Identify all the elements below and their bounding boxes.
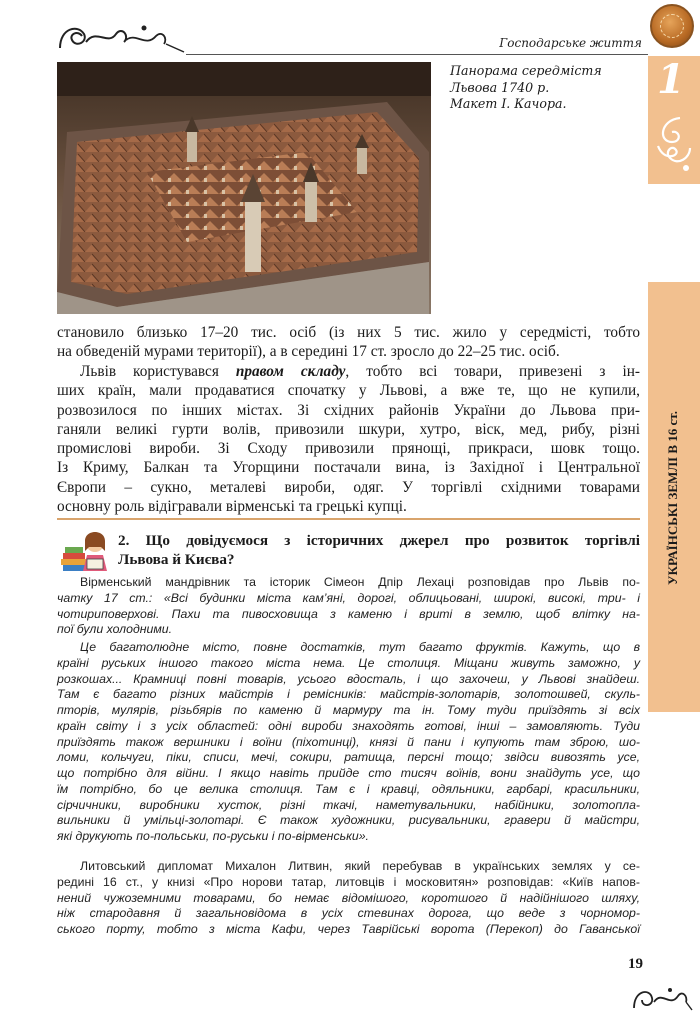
text-line: Литовський дипломат Михалон Литвин, який перебував в українських землях у се- <box>80 859 640 873</box>
reading-student-icon <box>59 525 111 575</box>
text-line: країні руських іншого такого міста нема. Це столиця. Міщани живуть заможно, у <box>57 655 640 670</box>
text-line: пторів, мулярів, різьбярів по каменю й мармуру та ін. Тому туди приїздять зі всіх <box>57 703 640 717</box>
text-line: Із Криму, Балкан та Угорщини постачали вина, із Західної і Центральної <box>57 459 640 477</box>
caption-line: Львова 1740 р. <box>450 79 550 95</box>
text-line: розкошах... Крамниці повні товарів, усього вдосталь, і що захочеш, у Львові знайдеш. <box>57 671 640 686</box>
text-line: нений чужоземними товарами, бо немає відомішого, коротшого й надійнішого шляху, <box>57 890 640 905</box>
source-lytvyn <box>57 859 640 938</box>
paragraph-population <box>57 323 640 362</box>
figure-caption <box>450 63 640 113</box>
term-right-of-staple: правом складу <box>235 363 346 380</box>
text-line: чотириповерхові. Пахи та пивосховища з каменю і вриті в землю, щоб влітку на- <box>57 606 640 621</box>
question-heading <box>118 531 640 569</box>
text-line: що потрібно для війни. І якщо навіть прийде сто тисяч воїнів, вони знайдуть усе, що <box>57 766 640 780</box>
text-line: Львів користувався правом складу, тобто всі товари, привезені з ін- <box>80 363 640 380</box>
text-line: основну роль відігравали вірменські та грецькі купці. <box>57 498 407 516</box>
footer-ornament-icon <box>630 982 694 1014</box>
caption-line: Панорама середмістя <box>450 63 602 78</box>
text-line: ломи, кольчуги, піки, списи, мечі, сокири, ратища, персні тощо; звідси вивозять усе, <box>57 750 640 765</box>
header-ornament-icon <box>56 18 186 54</box>
text-line: чатку 17 ст.: «Всі будинки міста кам’яні, дорогі, облицьовані, широкі, високі, три- і <box>57 590 640 605</box>
text-line: Там є багато різних майстрів і ремісників: майстрів-золотарів, золотошвей, скуль- <box>57 687 640 702</box>
city-model-illustration <box>57 62 431 314</box>
text-line: на обведеній мурами території), а в середині 17 ст. зросло до 22–25 тис. осіб. <box>57 343 560 361</box>
text-line: які друкують по-польськи, по-руськи і по-вірменськи». <box>57 829 369 843</box>
text-line: їм потрібно, бо це велика столиця. Там є і кравці, одяльники, гарбарі, красильники, <box>57 781 640 796</box>
text-line: пої були холодними. <box>57 622 173 637</box>
text-line: сірчичники, виробники хусток, різні ткачі, наметувальники, набійники, золотопла- <box>57 797 640 812</box>
text-line: редині 16 ст., у книзі «Про норови татар, литовців і московитян» розповідав: «Київ напов- <box>57 874 640 889</box>
medallion-seal-icon <box>650 4 694 48</box>
text-line: 2. Що довідуємося з історичних джерел про розвиток торгівлі <box>118 532 640 549</box>
text-line: ніж стародавня й загальновідома в усіх стевинах дорога, що веде з чорномор- <box>57 906 640 921</box>
header-section-title: Господарське життя <box>499 36 642 50</box>
text-line: промислові вироби. Зі Сходу привозили прянощі, прикраси, шовк тощо. <box>57 440 640 458</box>
text-line: ського порту, тобто з міста Кафи, через Таврійські ворота (Перекоп) до Гаванської <box>57 922 640 936</box>
header-rule <box>186 54 648 55</box>
text-line: становило близько 17–20 тис. осіб (із них 5 тис. жило у середмісті, тобто <box>57 324 640 341</box>
tab-ornament-icon <box>650 112 696 176</box>
section-divider <box>57 518 640 520</box>
text-line: приїздять також вершники і воїни (піхотинці), князі й пани і купують там зброю, шо- <box>57 734 640 749</box>
side-chapter-label: УКРАЇНСЬКІ ЗЕМЛІ В 16 ст. <box>665 411 680 585</box>
page-number: 19 <box>628 956 643 972</box>
text-line: ганяли великі гурти волів, привозили шкури, хутро, віск, мед, рибу, різні <box>57 420 640 438</box>
source-simeon-intro <box>57 575 640 638</box>
chapter-number: 1 <box>657 56 685 103</box>
text-line: ших країн, мали продаватися спочатку у Львові, а вже те, що не купили, <box>57 382 640 400</box>
text-line: Львова й Києва? <box>118 551 235 568</box>
text-line: вильники й умільці-золотарі. Є також художники, рисувальники, гравери й майстри, <box>57 813 640 828</box>
paragraph-trade <box>57 362 640 516</box>
text-line: Європи – сукно, металеві вироби, одяг. У торгівлі східними товарами <box>57 478 640 496</box>
source-simeon-quote <box>57 640 640 845</box>
text-line: Це багатолюдне місто, повне достатків, тут багато фруктів. Кажуть, що в <box>80 640 640 654</box>
text-line: країн світу і з усіх областей: одні вироби знаходять готові, інші – замовляють. Туди <box>57 718 640 733</box>
caption-line: Макет І. Качора. <box>450 96 567 111</box>
panorama-photo <box>57 62 431 314</box>
text-line: розвозилося по інших містах. Зі східних районів України до Львова при- <box>57 401 640 419</box>
text-line: Вірменський мандрівник та історик Сімеон Дпір Лехаці розповідав про Львів по- <box>80 575 640 589</box>
